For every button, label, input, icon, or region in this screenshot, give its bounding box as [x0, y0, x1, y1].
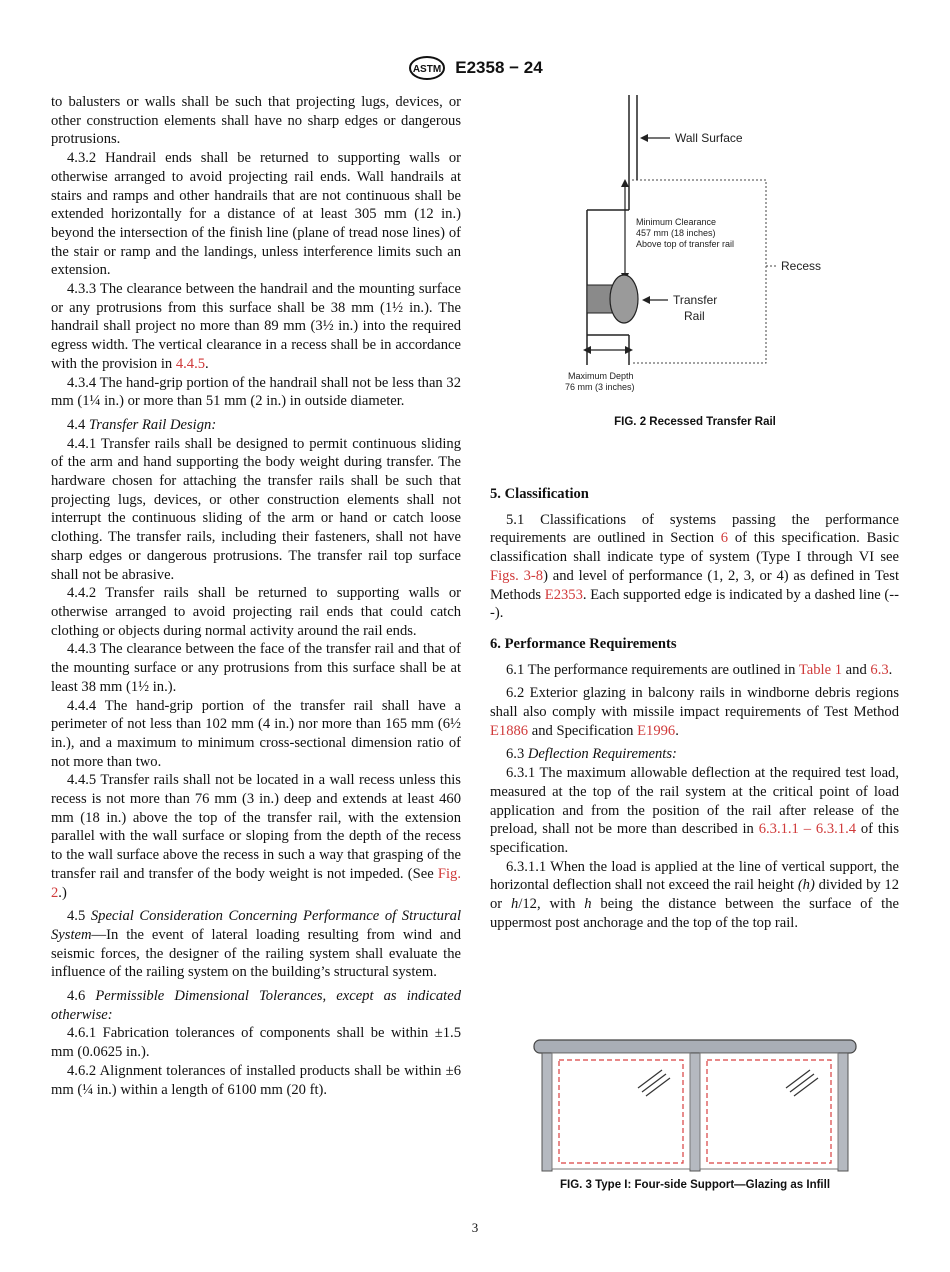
text: 6.2 Exterior glazing in balcony rails in windborne debris regions shall also comply with missile impact requirements of Test Method	[490, 685, 899, 721]
section-number: 4.6	[67, 988, 96, 1005]
label-depth-2: 76 mm (3 inches)	[565, 382, 635, 392]
fig2-recessed-transfer-rail-diagram	[560, 95, 830, 405]
link-6-3[interactable]: 6.3	[870, 661, 889, 678]
paragraph-4-3-2: 4.3.2 Handrail ends shall be returned to supporting walls or otherwise arranged to avoid projecting rail ends. Wall handrails at stairs and ramps and other handrails that are not continuous shall be extended horizontally for a distance of at least 305 mm (12 in.) beyond the intersection of the finish line (plane of tread nose lines) of the stair or ramp and the landings, unless interference limits such an extension.	[51, 150, 461, 279]
label-clearance-3: Above top of transfer rail	[636, 239, 735, 249]
text: .	[205, 355, 209, 372]
fig2-caption: FIG. 2 Recessed Transfer Rail	[614, 416, 776, 428]
heading-6-3	[490, 745, 899, 764]
text: —In the event of lateral loading resulting from wind and seismic forces, the designer of the railing system shall evaluate the influence of the railing system on the building’s structural system.	[51, 926, 461, 981]
text: 6.1 The performance requirements are outlined in	[506, 661, 799, 678]
paragraph-5-1	[490, 511, 899, 623]
section-title: Permissible Dimensional Tolerances, except as indicated otherwise:	[51, 988, 461, 1023]
fig3-caption: FIG. 3 Type I: Four-side Support—Glazing as Infill	[559, 1179, 831, 1191]
text: .	[888, 661, 893, 678]
post-right	[838, 1053, 848, 1171]
heading-4-4	[51, 416, 461, 435]
text: 5.1 Classifications of systems passing the performance requirements are outlined in Section	[490, 511, 899, 547]
label-transfer: Transfer	[673, 293, 718, 307]
text: 6.3.1.1 When the load is applied at the line of vertical support, the horizontal deflection shall not exceed the rail height	[490, 858, 899, 894]
label-rail: Rail	[684, 309, 705, 323]
section-number: 6.3	[506, 746, 528, 763]
standard-code: E2358 − 24	[455, 58, 543, 77]
glass-panel-right	[700, 1053, 838, 1169]
paragraph-4-4-4: 4.4.4 The hand-grip portion of the transfer rail shall have a perimeter of not less than 102 mm (4 in.) nor more than 165 mm (6½ in.), and a maximum to minimum cross-sectional dimension ratio of not more than two.	[51, 697, 461, 770]
var-h: (h)	[797, 877, 815, 894]
section-number: 4.5	[67, 908, 91, 925]
label-recess: Recess	[781, 259, 822, 273]
page-header	[0, 55, 950, 83]
arrow-head	[642, 296, 650, 304]
paragraph-4-3-4: 4.3.4 The hand-grip portion of the handrail shall not be less than 32 mm (1¼ in.) or more than 51 mm (2 in.) in outside diameter.	[51, 374, 461, 410]
link-table-1[interactable]: Table 1	[798, 661, 843, 678]
text: of this specification. Basic classification shall indicate type of system (Type I through VI see	[490, 530, 900, 566]
fig3-type-i-railing-diagram	[532, 1038, 858, 1174]
paragraph-6-1	[490, 661, 899, 680]
link-figs-3-8[interactable]: Figs. 3-8	[490, 567, 544, 584]
paragraph-6-2	[490, 684, 899, 740]
text: 4.4.5 Transfer rails shall not be located in a wall recess unless this recess is not more than 76 mm (3 in.) deep and extends at least 460 mm (18 in.) above the top of the transfer rail, with the extension parallel with the wall surface or sloping from the depth of the recess to the wall surface above the recess in such a way that grasping of the transfer rail and transfer of the body weight is not impeded. (See	[51, 772, 461, 882]
left-column	[51, 93, 461, 1099]
text: .	[675, 722, 679, 739]
top-rail	[534, 1040, 856, 1053]
section-title: Transfer Rail Design:	[88, 416, 217, 433]
label-depth-1: Maximum Depth	[568, 371, 634, 381]
var-h: h	[511, 896, 519, 913]
text: 6.3.1 The maximum allowable deflection at the required test load, measured at the top of the rail system at the critical point of load application and from the position of the rail after release of the preload, shall not be more than described in	[490, 765, 899, 838]
label-clearance-2: 457 mm (18 inches)	[636, 228, 716, 238]
recess-dotted-outline	[632, 180, 766, 363]
arrow-head	[621, 179, 629, 187]
paragraph-4-6-2: 4.6.2 Alignment tolerances of installed products shall be within ±6 mm (¼ in.) within a length of 6100 mm (20 ft).	[51, 1062, 461, 1098]
paragraph-6-3-1	[490, 764, 899, 858]
right-column	[490, 485, 899, 932]
label-clearance-1: Minimum Clearance	[636, 217, 717, 227]
link-section-6[interactable]: 6	[720, 530, 729, 547]
transfer-rail	[610, 275, 638, 323]
paragraph-4-4-2: 4.4.2 Transfer rails shall be returned to supporting walls or otherwise arranged to avoid projecting rail ends that could catch clothing or objects during normal activity around the rail ends.	[51, 585, 461, 639]
var-h: h	[584, 896, 592, 913]
arrow-head	[640, 134, 648, 142]
text: .)	[58, 884, 67, 901]
paragraph-4-5	[51, 907, 461, 982]
heading-5-classification: 5. Classification	[490, 486, 589, 502]
text: ) and level of performance (1, 2, 3, or 4) as defined in Test Methods	[490, 567, 899, 603]
text: divided by 12 or	[490, 877, 899, 913]
text: and	[842, 661, 871, 678]
text: and Specification	[528, 722, 638, 739]
text: . Each supported edge is indicated by a dashed line (---).	[490, 586, 899, 622]
text: being the distance between the surface of the uppermost post anchorage and the top of the top rail.	[490, 896, 899, 931]
post-left	[542, 1053, 552, 1171]
text: /12, with	[518, 896, 585, 913]
paragraph-4-4-3: 4.4.3 The clearance between the face of the transfer rail and that of the mounting surface or any protrusions from this surface shall be at least 38 mm (1½ in.).	[51, 641, 461, 695]
label-wall-surface: Wall Surface	[675, 131, 743, 145]
astm-logo-icon	[407, 55, 447, 81]
paragraph-6-3-1-1	[490, 858, 899, 933]
section-title: Special Consideration Concerning Performance of Structural System	[51, 908, 461, 943]
section-title: Deflection Requirements:	[527, 746, 677, 763]
link-fig-2[interactable]: Fig. 2	[51, 865, 461, 901]
astm-logo-text: ASTM	[413, 64, 442, 75]
paragraph-4-3-3	[51, 280, 461, 374]
link-6-3-1-1[interactable]: 6.3.1.1 – 6.3.1.4	[758, 821, 857, 838]
paragraph-4-3-1-cont: to balusters or walls shall be such that projecting lugs, devices, or other construction elements shall have no sharp edges or dangerous protrusions.	[51, 94, 461, 148]
text: 4.3.3 The clearance between the handrail and the mounting surface or any protrusions from this surface shall be 38 mm (1½ in.). The handrail shall project no more than 89 mm (3½ in.) into the required egress width. The vertical clearance in a recess shall be in accordance with the provision in	[51, 281, 461, 372]
heading-4-6	[51, 987, 461, 1024]
paragraph-4-6-1: 4.6.1 Fabrication tolerances of components shall be within ±1.5 mm (0.0625 in.).	[51, 1025, 461, 1061]
link-e1886[interactable]: E1886	[490, 722, 529, 739]
link-4-4-5[interactable]: 4.4.5	[175, 355, 206, 372]
glass-panel-left	[552, 1053, 690, 1169]
paragraph-4-4-1: 4.4.1 Transfer rails shall be designed to permit continuous sliding of the arm and hand supporting the body weight during transfer. The hardware chosen for attaching the transfer rails shall be such that projecting lugs, devices, or other construction elements shall not interrupt the continuous sliding of the arm or hand or catch loose clothing. The transfer rails, including their fasteners, shall not have sharp edges or dangerous protrusions. The transfer rail top surface shall not be abrasive.	[51, 435, 461, 583]
link-e1996[interactable]: E1996	[637, 722, 676, 739]
page-number: 3	[471, 1220, 479, 1235]
text: of this specification.	[490, 821, 899, 856]
heading-6-performance: 6. Performance Requirements	[490, 635, 677, 652]
post-middle	[690, 1053, 700, 1171]
section-number: 4.4	[67, 416, 89, 433]
link-e2353[interactable]: E2353	[544, 586, 583, 603]
paragraph-4-4-5	[51, 771, 461, 902]
